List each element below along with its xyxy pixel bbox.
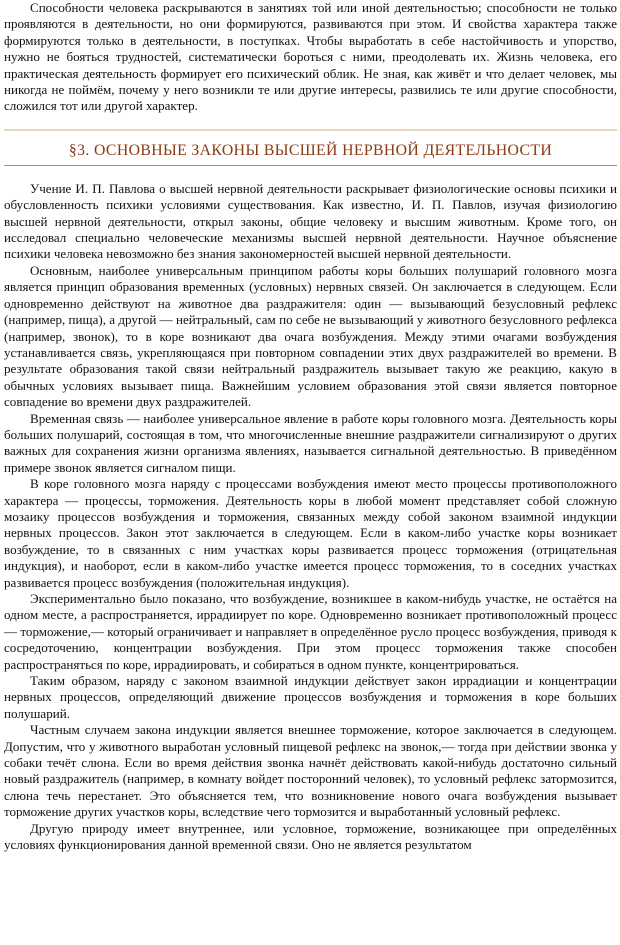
paragraph-internal-inhibition: Другую природу имеет внутреннее, или условное, торможение, возникающее при определённых условиях функционирования данной временной связи. Оно не является результатом: [4, 820, 617, 853]
paragraph-irradiation-law: Таким образом, наряду с законом взаимной индукции действует закон иррадиации и концентрации нервных процессов, определяющий движение процессов возбуждения и торможения в коре больших полушарий.: [4, 673, 617, 721]
paragraph-signal-activity: Временная связь — наиболее универсальное явление в работе коры головного мозга. Деятельность коры больших полушарий, состоящая в том, что многочисленные внешние раздражители сигнализируют о других важных для сохранения жизни организма явлениях, называется сигнальной деятельностью. В приведённом примере звонок является сигналом пищи.: [4, 410, 617, 475]
paragraph-mutual-induction: В коре головного мозга наряду с процессами возбуждения имеют место процессы противоположного характера — процессы, торможения. Деятельность коры в любой момент представляет собой сложную мозаику процессов возбуждения и торможения, связанных между собой законом взаимной индукции нервных процессов. Закон этот заключается в следующем. Если в каком-либо участке коры возникает возбуждение, то в связанных с ним участках коры развивается процесс торможения (отрицательная индукция), и наоборот, если в каком-либо участке имеется процесс торможения, то в соседних участках развивается процесс возбуждения (положительная индукция).: [4, 476, 617, 590]
paragraph-pavlov-teaching: Учение И. П. Павлова о высшей нервной деятельности раскрывает физиологические основы психики и обусловленность психики условиями существования. Как известно, И. П. Павлов, изучая физиологию высшей нервной деятельности, открыл законы, общие человеку и высшим животным. Кроме того, он исследовал специально человеческие механизмы высшей нервной деятельности. Научное объяснение психики человека невозможно без знания закономерностей высшей нервной деятельности.: [4, 180, 617, 262]
paragraph-external-inhibition: Частным случаем закона индукции является внешнее торможение, которое заключается в следующем. Допустим, что у животного выработан условный пищевой рефлекс на звонок,— тогда при действии звонка у собаки течёт слюна. Если во время действия звонка начнёт действовать какой-нибудь достаточно сильный новый раздражитель (например, в комнату войдет посторонний человек), то условный рефлекс затормозится, слюна течь перестанет. Это объясняется тем, что возникновение нового очага возбуждения вызывает торможение других участков коры, вследствие чего тормозится и выработанный условный рефлекс.: [4, 722, 617, 820]
paragraph-irradiation: Экспериментально было показано, что возбуждение, возникшее в каком-нибудь участке, не остаётся на одном месте, а распространяется, иррадиирует по коре. Одновременно возникает противоположный процесс — торможение,— который ограничивает и направляет в определённое русло процесс возбуждения, приводя к сосредоточению, концентрации возбуждения. При этом процесс торможения также способен распространяться по коре, иррадиировать, и собираться в одном пункте, концентрироваться.: [4, 591, 617, 672]
section-divider: [4, 129, 617, 131]
intro-paragraph: Способности человека раскрываются в занятиях той или иной деятельностью; способности не только проявляются в деятельности, но они формируются, развиваются при этом. И свойства характера также формируются только в деятельности, в поступках. Чтобы выработать в себе настойчивость и упорство, нужно не бояться трудностей, систематически бороться с ними, преодолевать их. Жизнь человека, его практическая деятельность формирует его психический облик. Не зная, как живёт и что делает человек, мы никогда не поймём, почему у него возникли те или другие интересы, развились те или другие способности, сложился тот или другой характер.: [4, 0, 617, 114]
paragraph-temporary-connections: Основным, наиболее универсальным принципом работы коры больших полушарий головного мозга является принцип образования временных (условных) нервных связей. Он заключается в следующем. Если одновременно действуют на животное два раздражителя: один — вызывающий безусловный рефлекс (например, пища), а другой — нейтральный, сам по себе не вызывающий у животного безусловного рефлекса (например, звонок), то в коре возникают два очага возбуждения. Между этими очагами возбуждения устанавливается связь, укрепляющаяся при повторном совпадении этих двух раздражителей во времени. В результате образования такой связи нейтральный раздражитель вызывает такую же реакцию, какую в обычных условиях вызывает пища. Важнейшим условием образования этой связи является повторное совпадение во времени двух раздражителей.: [4, 262, 617, 410]
section-heading: §3. ОСНОВНЫЕ ЗАКОНЫ ВЫСШЕЙ НЕРВНОЙ ДЕЯТЕЛЬНОСТИ: [4, 141, 617, 166]
